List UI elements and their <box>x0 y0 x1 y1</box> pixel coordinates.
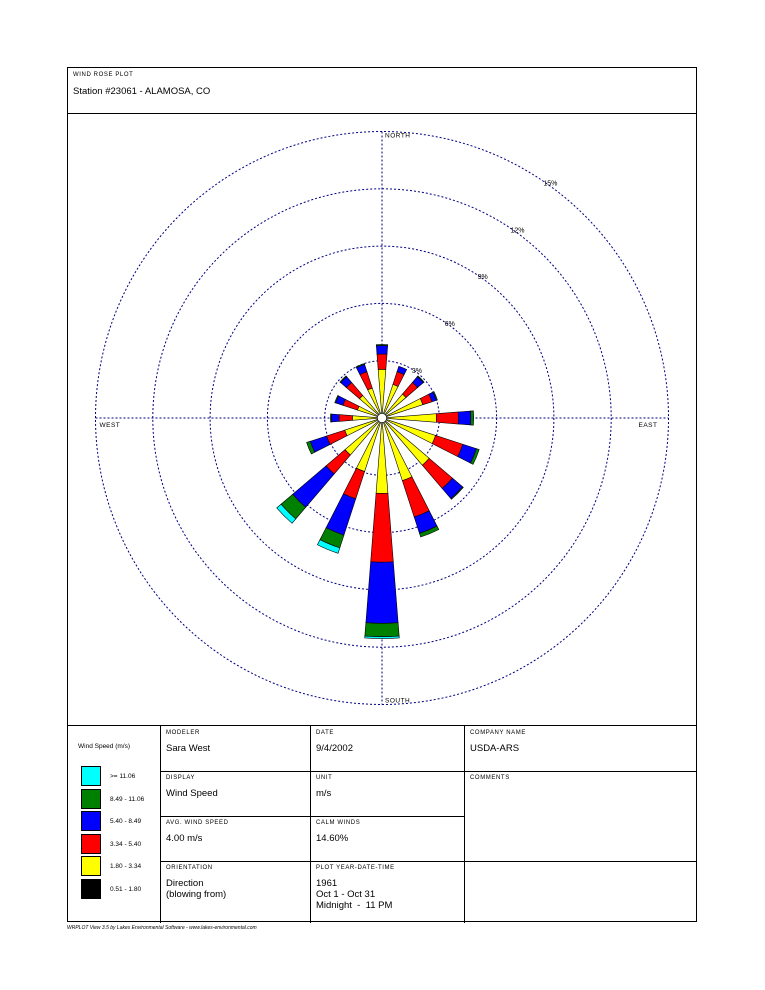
comments-cell <box>464 771 697 861</box>
plot-year-cell <box>310 861 464 923</box>
unit-cell <box>310 771 464 816</box>
display-label: DISPLAY <box>166 775 196 781</box>
legend-swatch <box>81 834 101 854</box>
petal-w-bin-3 <box>331 414 339 422</box>
plot-year-label: PLOT YEAR-DATE-TIME <box>316 865 395 871</box>
legend-label: 0.51 - 1.80 <box>110 885 142 893</box>
display-cell <box>160 771 310 816</box>
plot-area <box>68 113 696 725</box>
north-label: NORTH <box>385 132 411 140</box>
ring-label: 6% <box>444 321 455 329</box>
report-frame <box>67 67 697 922</box>
petal-w-bin-4 <box>330 414 331 422</box>
petal-wnw-bin-2 <box>343 399 359 410</box>
petal-n-bin-3 <box>376 345 387 354</box>
footer-credit: WRPLOT View 3.5 by Lakes Environmental Software - www.lakes-environmental.com <box>67 925 257 931</box>
legend-title: Wind Speed (m/s) <box>78 743 131 750</box>
petal-n-bin-4 <box>376 344 388 345</box>
petal-ssw-bin-3 <box>326 494 356 535</box>
legend-label: 3.34 - 5.40 <box>110 840 142 848</box>
petal-s-bin-5 <box>365 636 400 639</box>
modeler-value: Sara West <box>166 743 211 754</box>
legend-label: 8.49 - 11.06 <box>110 795 145 803</box>
petal-n-bin-2 <box>377 354 387 369</box>
unit-value: m/s <box>316 788 332 799</box>
divider <box>160 861 697 862</box>
calm-winds-value: 14.60% <box>316 833 349 844</box>
comments-label: COMMENTS <box>470 775 510 781</box>
ring-label: 3% <box>411 368 422 376</box>
company-cell <box>464 726 697 771</box>
ring-label: 12% <box>510 227 525 235</box>
east-label: EAST <box>638 422 658 429</box>
divider <box>160 816 464 817</box>
empty-cell <box>464 861 697 923</box>
legend-swatch <box>81 879 101 899</box>
calm-circle <box>378 414 387 423</box>
avg-speed-value: 4.00 m/s <box>166 833 203 844</box>
west-label: WEST <box>99 422 121 429</box>
divider <box>160 771 697 772</box>
wind-rose-chart <box>68 113 696 725</box>
legend-swatch <box>81 766 101 786</box>
avg-speed-label: AVG. WIND SPEED <box>166 820 229 826</box>
station-title: Station #23061 - ALAMOSA, CO <box>73 86 211 97</box>
legend-label: >= 11.06 <box>110 773 136 780</box>
modeler-cell <box>160 726 310 771</box>
report-header <box>68 68 696 114</box>
legend-swatch <box>81 811 101 831</box>
company-label: COMPANY NAME <box>470 730 526 736</box>
date-cell <box>310 726 464 771</box>
legend <box>68 726 160 923</box>
petal-ssw-bin-2 <box>343 468 364 499</box>
calm-winds-label: CALM WINDS <box>316 820 361 826</box>
orientation-cell <box>160 861 310 923</box>
company-value: USDA-ARS <box>470 743 520 754</box>
date-label: DATE <box>316 730 334 736</box>
ring-label: 15% <box>543 180 558 188</box>
petal-sse-bin-2 <box>402 477 429 517</box>
orientation-label: ORIENTATION <box>166 865 213 871</box>
orientation-value: Direction (blowing from) <box>166 878 227 900</box>
unit-label: UNIT <box>316 775 333 781</box>
petal-ese-bin-2 <box>432 435 463 456</box>
petal-w-bin-2 <box>339 415 352 422</box>
petal-s-bin-4 <box>365 623 399 637</box>
modeler-label: MODELER <box>166 730 200 736</box>
plot-type-label: WIND ROSE PLOT <box>73 72 134 78</box>
petal-e-bin-3 <box>458 411 471 425</box>
legend-swatch <box>81 856 101 876</box>
petal-s-bin-2 <box>371 493 394 562</box>
south-label: SOUTH <box>385 697 411 705</box>
petal-e-bin-2 <box>436 412 458 424</box>
legend-label: 5.40 - 8.49 <box>110 818 142 825</box>
ring-label: 9% <box>477 274 488 282</box>
petal-e-bin-4 <box>471 411 474 425</box>
calm-winds-cell <box>310 816 464 861</box>
avg-speed-cell <box>160 816 310 861</box>
legend-label: 1.80 - 3.34 <box>110 863 142 870</box>
petal-s-bin-3 <box>366 562 398 624</box>
plot-year-value: 1961 Oct 1 - Oct 31 Midnight - 11 PM <box>316 878 393 911</box>
petal-wsw-bin-2 <box>327 430 348 444</box>
legend-swatch <box>81 789 101 809</box>
info-table <box>68 725 696 924</box>
date-value: 9/4/2002 <box>316 743 353 754</box>
display-value: Wind Speed <box>166 788 218 799</box>
petal-nnw-bin-2 <box>360 372 372 390</box>
